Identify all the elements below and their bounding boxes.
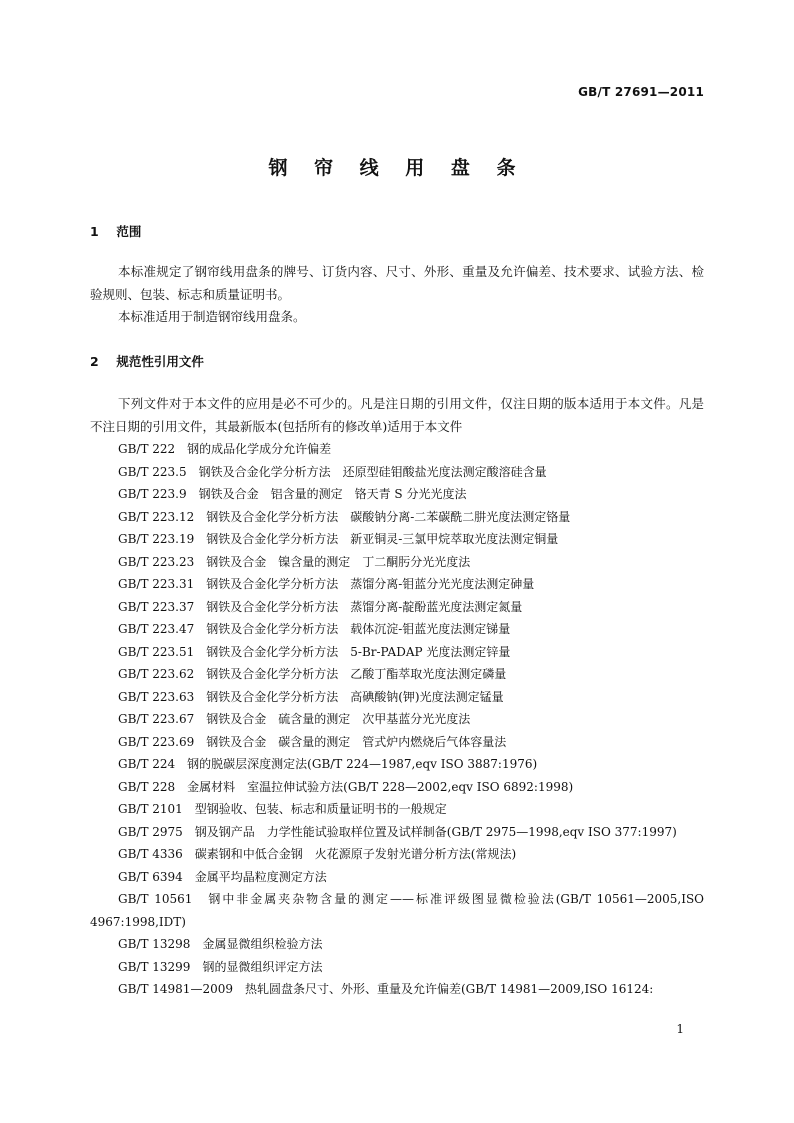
- references-intro-paragraph: 下列文件对于本文件的应用是必不可少的。凡是注日期的引用文件，仅注日期的版本适用于本文件。凡是不注日期的引用文件，其最新版本(包括所有的修改单)适用于本文件: [90, 396, 704, 434]
- reference-item: GB/T 13299 钢的显微组织评定方法: [118, 959, 323, 974]
- reference-item: GB/T 223.37 钢铁及合金化学分析方法 蒸馏分离-靛酚蓝光度法测定氮量: [118, 599, 523, 614]
- section-1-heading: [90, 222, 141, 240]
- reference-item: GB/T 222 钢的成品化学成分允许偏差: [118, 442, 332, 456]
- reference-item: GB/T 13298 金属显微组织检验方法: [118, 937, 323, 951]
- reference-list: [90, 438, 704, 1001]
- reference-item: GB/T 6394 金属平均晶粒度测定方法: [118, 869, 327, 884]
- reference-item: GB/T 223.69 钢铁及合金 碳含量的测定 管式炉内燃烧后气体容量法: [118, 734, 507, 749]
- reference-item: GB/T 223.23 钢铁及合金 镍含量的测定 丁二酮肟分光光度法: [118, 554, 471, 569]
- reference-item: GB/T 2975 钢及钢产品 力学性能试验取样位置及试样制备(GB/T 2975—1998,eqv ISO 377:1997): [118, 824, 677, 839]
- reference-item: GB/T 14981—2009 热轧圆盘条尺寸、外形、重量及允许偏差(GB/T 14981—2009,ISO 16124:: [118, 982, 654, 996]
- section-1-body: [90, 261, 704, 329]
- section-1-title: 范围: [116, 224, 142, 239]
- scope-paragraph-1: 本标准规定了钢帘线用盘条的牌号、订货内容、尺寸、外形、重量及允许偏差、技术要求、试验方法、检验规则、包装、标志和质量证明书。: [90, 264, 704, 302]
- reference-item: GB/T 223.47 钢铁及合金化学分析方法 载体沉淀-钼蓝光度法测定锑量: [118, 622, 511, 636]
- reference-item: GB/T 4336 碳素钢和中低合金钢 火花源原子发射光谱分析方法(常规法): [118, 847, 517, 861]
- reference-item: GB/T 10561 钢中非金属夹杂物含量的测定——标准评级图显微检验法(GB/T 10561—2005,ISO 4967:1998,IDT): [90, 892, 704, 929]
- reference-item: GB/T 223.31 钢铁及合金化学分析方法 蒸馏分离-钼蓝分光光度法测定砷量: [118, 577, 535, 591]
- reference-item: GB/T 2101 型钢验收、包装、标志和质量证明书的一般规定: [118, 802, 447, 816]
- reference-item: GB/T 223.63 钢铁及合金化学分析方法 高碘酸钠(钾)光度法测定锰量: [118, 689, 504, 704]
- scope-paragraph-2: 本标准适用于制造钢帘线用盘条。: [118, 309, 306, 324]
- standard-number: GB/T 27691—2011: [578, 85, 704, 99]
- reference-item: GB/T 223.51 钢铁及合金化学分析方法 5-Br-PADAP 光度法测定锌量: [118, 644, 511, 659]
- section-2-number: 2: [90, 354, 99, 369]
- reference-item: GB/T 223.19 钢铁及合金化学分析方法 新亚铜灵-三氯甲烷萃取光度法测定铜量: [118, 532, 559, 546]
- reference-item: GB/T 224 钢的脱碳层深度测定法(GB/T 224—1987,eqv ISO 3887:1976): [118, 757, 538, 771]
- reference-item: GB/T 223.12 钢铁及合金化学分析方法 碳酸钠分离-二苯碳酰二肼光度法测定铬量: [118, 509, 571, 524]
- reference-item: GB/T 223.67 钢铁及合金 硫含量的测定 次甲基蓝分光光度法: [118, 712, 471, 726]
- reference-item: GB/T 228 金属材料 室温拉伸试验方法(GB/T 228—2002,eqv ISO 6892:1998): [118, 779, 574, 794]
- document-title: 钢 帘 线 用 盘 条: [268, 157, 526, 179]
- reference-item: GB/T 223.62 钢铁及合金化学分析方法 乙酸丁酯萃取光度法测定磷量: [118, 667, 507, 681]
- section-2-intro: [90, 393, 704, 438]
- section-2-heading: [90, 352, 204, 370]
- section-1-number: 1: [90, 224, 99, 239]
- reference-item: GB/T 223.5 钢铁及合金化学分析方法 还原型硅钼酸盐光度法测定酸溶硅含量: [118, 464, 547, 479]
- page-number: 1: [676, 1022, 684, 1036]
- section-2-title: 规范性引用文件: [116, 354, 204, 369]
- reference-item: GB/T 223.9 钢铁及合金 铝含量的测定 铬天青 S 分光光度法: [118, 487, 467, 501]
